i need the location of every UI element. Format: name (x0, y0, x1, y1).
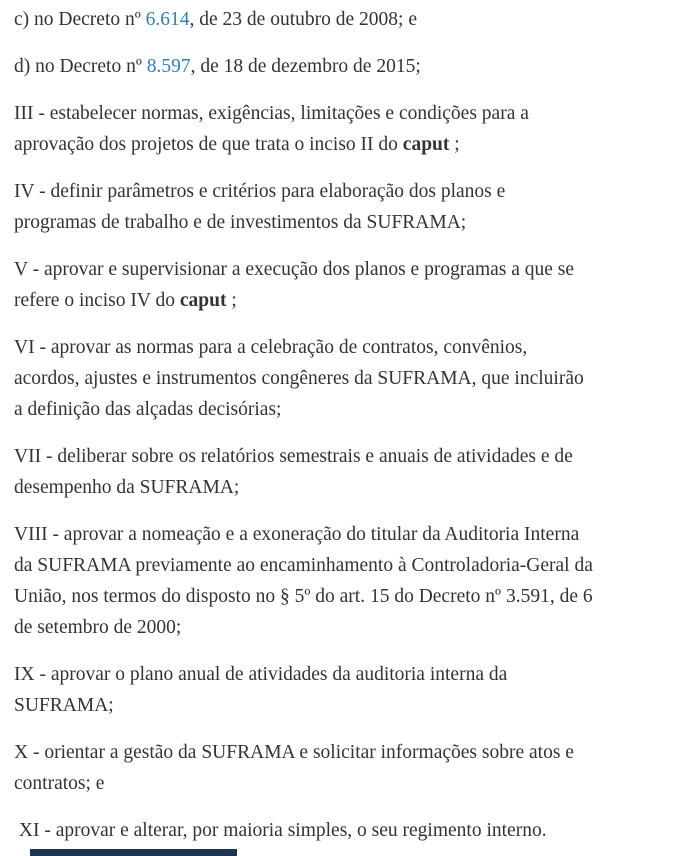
text-line (14, 254, 676, 285)
text-line (14, 332, 676, 363)
paragraph (14, 659, 676, 721)
paragraph (14, 332, 676, 425)
text-line (14, 690, 676, 721)
text-line (14, 612, 676, 643)
text-line (14, 441, 676, 472)
text-segment: de setembro de 2000; (14, 617, 182, 638)
text-segment: ; (226, 290, 237, 311)
paragraph (14, 51, 676, 82)
paragraph (14, 441, 676, 503)
text-segment: da SUFRAMA previamente ao encaminhamento à Controladoria-Geral da (14, 555, 593, 576)
paragraph (14, 4, 676, 35)
text-segment: aprovação dos projetos de que trata o inciso II do (14, 134, 403, 155)
paragraph (14, 737, 676, 799)
text-segment: desempenho da SUFRAMA; (14, 477, 240, 498)
text-segment: IV - definir parâmetros e critérios para elaboração dos planos e (14, 181, 506, 202)
text-segment: V - aprovar e supervisionar a execução dos planos e programas a que se (14, 259, 575, 280)
bottom-bar (30, 849, 237, 856)
text-segment: ; (449, 134, 460, 155)
text-segment: , de 23 de outubro de 2008; e (189, 9, 417, 30)
bold-term: caput (179, 290, 227, 311)
paragraph (14, 519, 676, 643)
text-line (14, 394, 676, 425)
text-line (14, 737, 676, 768)
text-line (14, 581, 676, 612)
decree-link[interactable]: 8.597 (146, 56, 191, 77)
paragraph (14, 98, 676, 160)
text-segment: refere o inciso IV do (14, 290, 180, 311)
text-segment: programas de trabalho e de investimentos da SUFRAMA; (14, 212, 467, 233)
text-segment: União, nos termos do disposto no § 5º do art. 15 do Decreto nº 3.591, de 6 (14, 586, 593, 607)
text-segment: III - estabelecer normas, exigências, limitações e condições para a (14, 103, 529, 124)
paragraph (14, 254, 676, 316)
paragraph (14, 815, 676, 846)
text-line (14, 815, 676, 846)
text-segment: X - orientar a gestão da SUFRAMA e solicitar informações sobre atos e (14, 742, 574, 763)
text-line (14, 129, 676, 160)
text-segment: XI - aprovar e alterar, por maioria simples, o seu regimento interno. (14, 820, 547, 841)
text-line (14, 768, 676, 799)
decree-link[interactable]: 6.614 (145, 9, 190, 30)
text-segment: c) no Decreto nº (14, 9, 146, 30)
text-segment: VI - aprovar as normas para a celebração de contratos, convênios, (14, 337, 528, 358)
text-segment: contratos; e (14, 773, 105, 794)
text-segment: VII - deliberar sobre os relatórios semestrais e anuais de atividades e de (14, 446, 573, 467)
text-line (14, 176, 676, 207)
text-line (14, 98, 676, 129)
text-line (14, 207, 676, 238)
text-line (14, 550, 676, 581)
text-line (14, 363, 676, 394)
bold-term: caput (402, 134, 450, 155)
text-line (14, 659, 676, 690)
text-line (14, 51, 676, 82)
text-line (14, 519, 676, 550)
paragraph (14, 176, 676, 238)
text-segment: acordos, ajustes e instrumentos congêneres da SUFRAMA, que incluirão (14, 368, 584, 389)
text-segment: IX - aprovar o plano anual de atividades da auditoria interna da (14, 664, 508, 685)
text-segment: d) no Decreto nº (14, 56, 147, 77)
text-line (14, 4, 676, 35)
text-segment: VIII - aprovar a nomeação e a exoneração do titular da Auditoria Interna (14, 524, 580, 545)
text-segment: SUFRAMA; (14, 695, 114, 716)
text-line (14, 472, 676, 503)
text-segment: , de 18 de dezembro de 2015; (190, 56, 421, 77)
text-segment: a definição das alçadas decisórias; (14, 399, 282, 420)
text-line (14, 285, 676, 316)
